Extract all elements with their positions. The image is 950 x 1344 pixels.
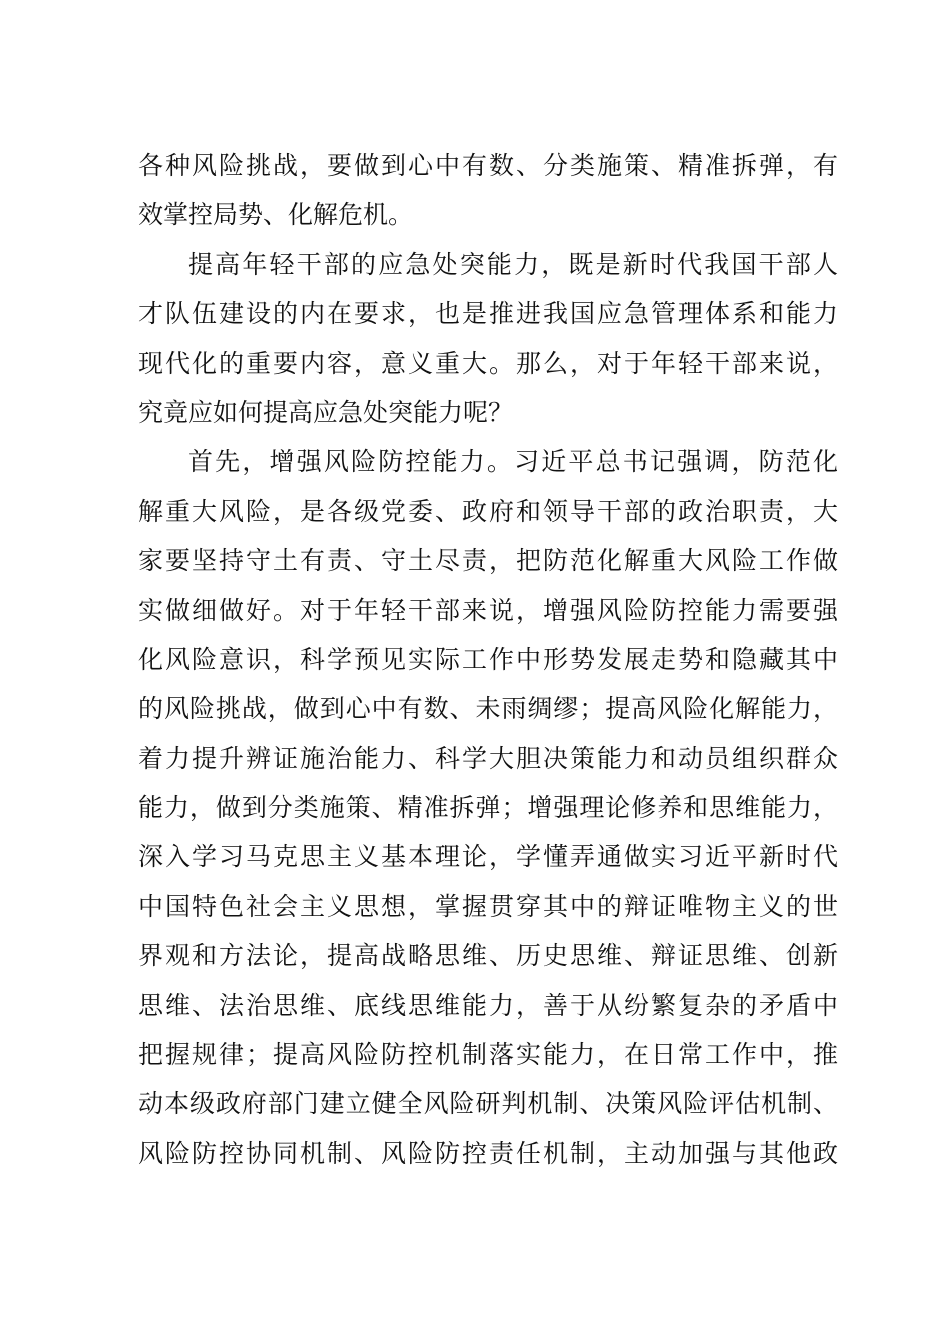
text-line: 深入学习马克思主义基本理论，学懂弄通做实习近平新时代 [138,842,838,872]
text-line: 才队伍建设的内在要求，也是推进我国应急管理体系和能力 [138,299,838,329]
text-line: 把握规律；提高风险防控机制落实能力，在日常工作中，推 [138,1040,838,1070]
text-line: 究竟应如何提高应急处突能力呢？ [138,397,514,427]
text-line: 实做细做好。对于年轻干部来说，增强风险防控能力需要强 [138,595,838,625]
text-line: 中国特色社会主义思想，掌握贯穿其中的辩证唯物主义的世 [138,891,838,921]
text-line: 解重大风险，是各级党委、政府和领导干部的政治职责，大 [138,496,838,526]
text-line: 思维、法治思维、底线思维能力，善于从纷繁复杂的矛盾中 [138,990,838,1020]
paragraph-start-line: 首先，增强风险防控能力。习近平总书记强调，防范化 [188,447,838,477]
paragraph-start-line: 提高年轻干部的应急处突能力，既是新时代我国干部人 [188,249,838,279]
text-line: 风险防控协同机制、风险防控责任机制，主动加强与其他政 [138,1138,838,1168]
text-line: 动本级政府部门建立健全风险研判机制、决策风险评估机制、 [138,1089,838,1119]
text-line: 的风险挑战，做到心中有数、未雨绸缪；提高风险化解能力， [138,694,838,724]
text-line: 界观和方法论，提高战略思维、历史思维、辩证思维、创新 [138,941,838,971]
text-line: 能力，做到分类施策、精准拆弹；增强理论修养和思维能力， [138,793,838,823]
text-line: 化风险意识，科学预见实际工作中形势发展走势和隐藏其中 [138,644,838,674]
text-line: 效掌控局势、化解危机。 [138,200,414,230]
text-line: 各种风险挑战，要做到心中有数、分类施策、精准拆弹，有 [138,151,838,180]
text-line: 现代化的重要内容，意义重大。那么，对于年轻干部来说， [138,348,838,378]
body-text [138,141,838,1178]
text-line: 着力提升辨证施治能力、科学大胆决策能力和动员组织群众 [138,743,838,773]
text-line: 家要坚持守土有责、守土尽责，把防范化解重大风险工作做 [138,546,838,576]
